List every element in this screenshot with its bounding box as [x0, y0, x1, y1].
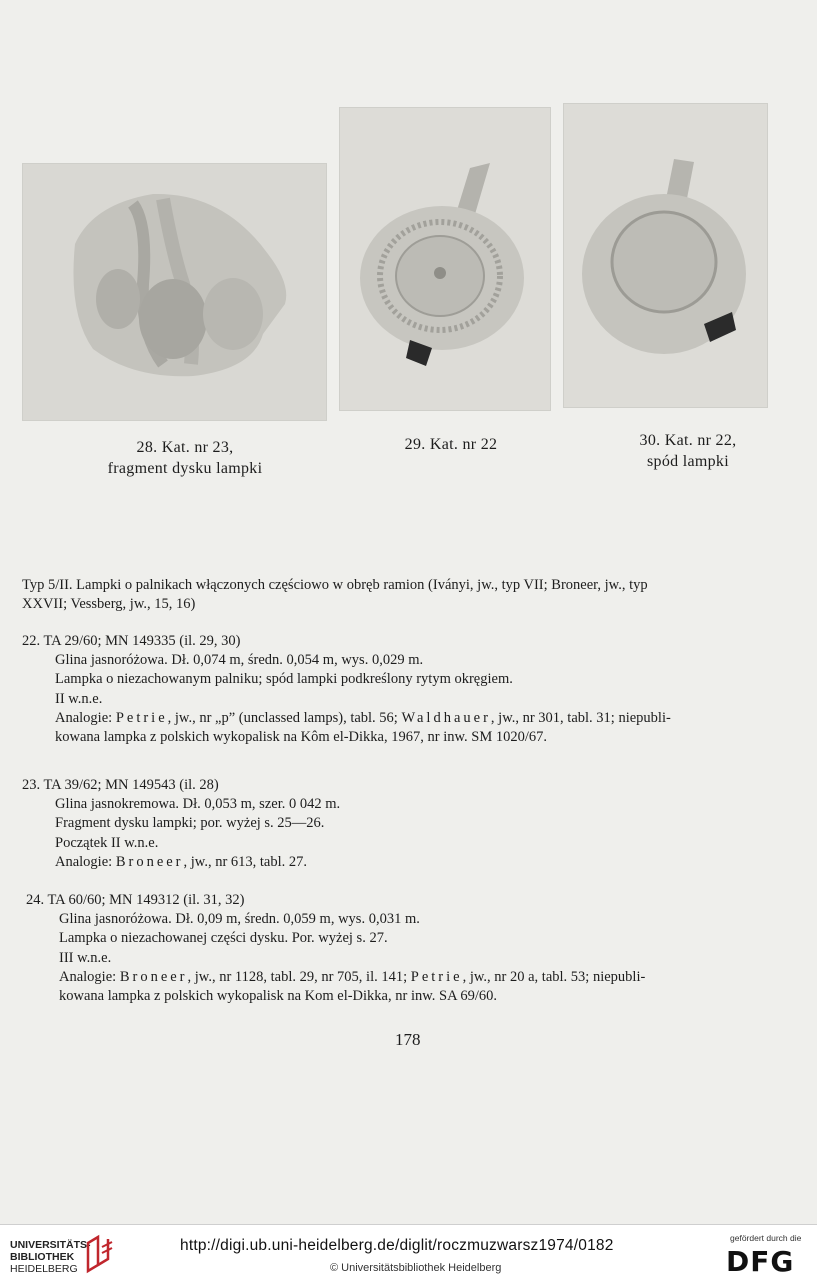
entry-heading: 22. TA 29/60; MN 149335 (il. 29, 30) [22, 633, 241, 649]
figure-30-photo [563, 103, 768, 408]
copyright-notice: © Universitätsbibliothek Heidelberg [330, 1262, 502, 1274]
figure-29-photo [339, 107, 551, 411]
catalog-entry-24: 24. TA 60/60; MN 149312 (il. 31, 32) Glina jasnoróżowa. Dł. 0,09 m, średn. 0,059 m, wys. 0,031 m. Lampka o niezachowanej części dysku. Por. wyżej s. 27. III w.n.e. Analogie: Broneer, jw., nr 1128, tabl. 29, nr 705, il. 141; Petrie, jw., nr 20 a, tabl. 53; niepubli- kowana lampka z polskich wykopalisk na Kom el-Dikka, nr inw. SA 69/60. [26, 892, 646, 1005]
lamp-fragment-image [23, 164, 326, 420]
figure-28-caption: 28. Kat. nr 23, fragment dysku lampki [107, 439, 263, 477]
viewer-footer [0, 1224, 817, 1284]
figure-29-caption: 29. Kat. nr 22 [404, 436, 498, 453]
type-intro: Typ 5/II. Lampki o palnikach włączonych częściowo w obręb ramion (Iványi, jw., typ VII; Broneer, jw., typ XXVII; Vessberg, jw., 15, 16) [22, 577, 648, 613]
entry-heading: 24. TA 60/60; MN 149312 (il. 31, 32) [26, 892, 245, 908]
catalog-entry-22: 22. TA 29/60; MN 149335 (il. 29, 30) Glina jasnoróżowa. Dł. 0,074 m, średn. 0,054 m, wys. 0,029 m. Lampka o niezachowanym palniku; spód lampki podkreślony rytym okręgiem. II w.n.e. Analogie: Petrie, jw., nr „p” (unclassed lamps), tabl. 56; Waldhauer, jw., nr 301, tabl. 31; niepubli- kowana lampka z polskich wykopalisk na Kôm el-Dikka, 1967, nr inw. SM 1020/67. [22, 633, 671, 746]
ub-heidelberg-logo[interactable]: UNIVERSITÄTS- BIBLIOTHEK HEIDELBERG [10, 1239, 91, 1275]
entry-heading: 23. TA 39/62; MN 149543 (il. 28) [22, 777, 219, 793]
catalog-entry-23: 23. TA 39/62; MN 149543 (il. 28) Glina jasnokremowa. Dł. 0,053 m, szer. 0 042 m. Fragment dysku lampki; por. wyżej s. 25—26. Początek II w.n.e. Analogie: Broneer, jw., nr 613, tabl. 27. [22, 777, 341, 870]
lamp-top-image [340, 108, 550, 410]
ub-logo-mark-icon [82, 1233, 116, 1275]
figure-28-photo [22, 163, 327, 421]
funded-by-label: gefördert durch die [730, 1233, 802, 1243]
figure-30-caption: 30. Kat. nr 22, spód lampki [639, 432, 737, 470]
lamp-underside-image [564, 104, 767, 407]
permalink-url[interactable]: http://digi.ub.uni-heidelberg.de/diglit/roczmuzwarsz1974/0182 [180, 1237, 614, 1254]
page-number: 178 [395, 1030, 421, 1049]
dfg-logo[interactable]: DFG [726, 1245, 795, 1278]
